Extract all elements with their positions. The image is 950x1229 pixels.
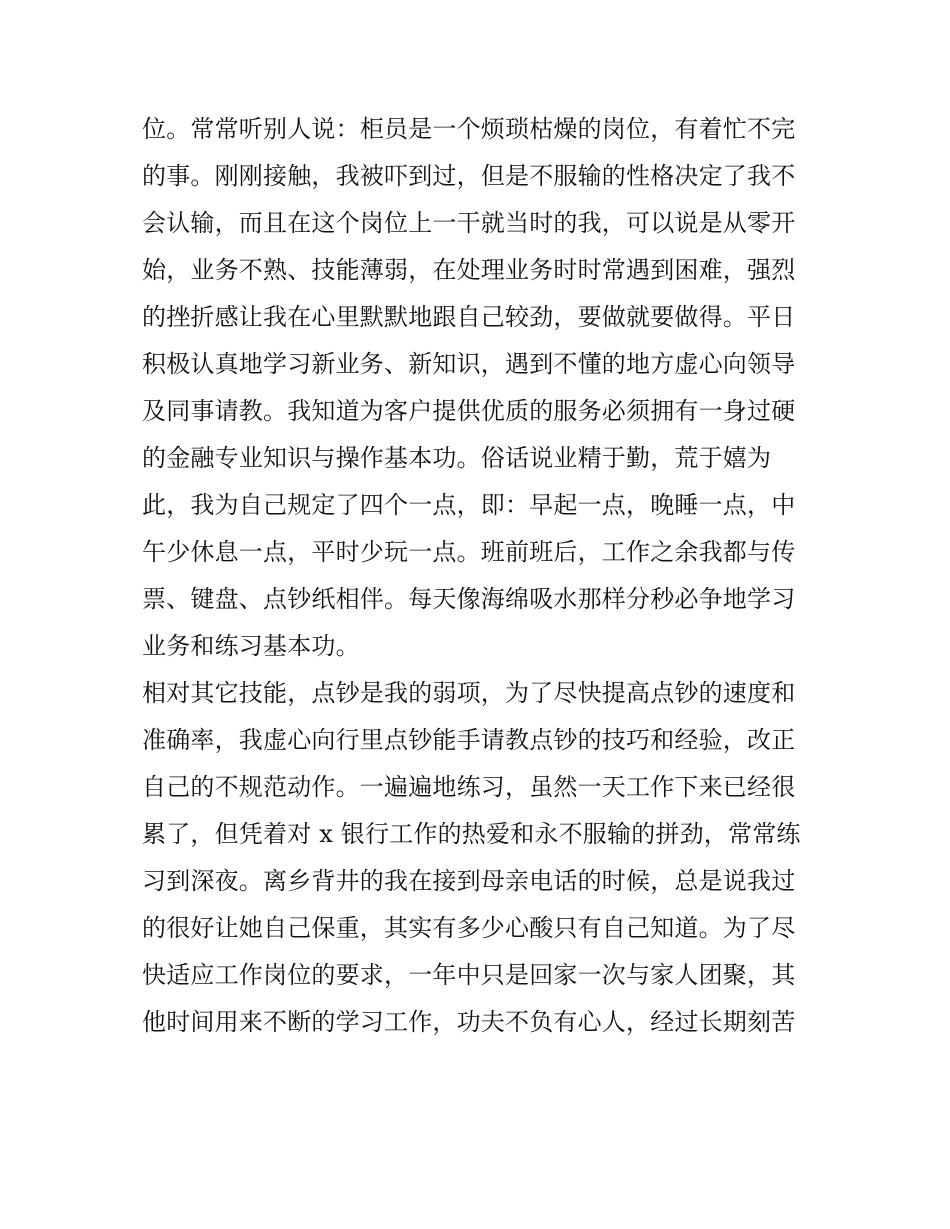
text-line: 习到深夜。离乡背井的我在接到母亲电话的时候，总是说我过 xyxy=(142,867,796,895)
text-line: 始，业务不熟、技能薄弱，在处理业务时时常遇到困难，强烈 xyxy=(142,256,796,284)
text-line: 的事。刚刚接触，我被吓到过，但是不服输的性格决定了我不 xyxy=(142,162,796,190)
text-line: 会认输，而且在这个岗位上一干就当时的我，可以说是从零开 xyxy=(142,209,796,237)
paragraph-1 xyxy=(142,106,822,670)
paragraph-2 xyxy=(142,670,822,1046)
text-line: 的金融专业知识与操作基本功。俗话说业精于勤，荒于嬉为 xyxy=(142,444,772,472)
text-line: 位。常常听别人说：柜员是一个烦琐枯燥的岗位，有着忙不完 xyxy=(142,115,796,143)
text-line: 的挫折感让我在心里默默地跟自己较劲，要做就要做得。平日 xyxy=(142,303,796,331)
text-line: 的很好让她自己保重，其实有多少心酸只有自己知道。为了尽 xyxy=(142,914,796,942)
text-line: 相对其它技能，点钞是我的弱项，为了尽快提高点钞的速度和 xyxy=(142,679,796,707)
text-line: 自己的不规范动作。一遍遍地练习，虽然一天工作下来已经很 xyxy=(142,773,796,801)
text-line: 他时间用来不断的学习工作，功夫不负有心人，经过长期刻苦 xyxy=(142,1008,796,1036)
text-line: 业务和练习基本功。 xyxy=(142,632,360,660)
text-line: 快适应工作岗位的要求，一年中只是回家一次与家人团聚，其 xyxy=(142,961,796,989)
document-body xyxy=(142,106,822,1046)
text-line: 准确率，我虚心向行里点钞能手请教点钞的技巧和经验，改正 xyxy=(142,726,796,754)
text-line: 票、键盘、点钞纸相伴。每天像海绵吸水那样分秒必争地学习 xyxy=(142,585,796,613)
text-line: 积极认真地学习新业务、新知识，遇到不懂的地方虚心向领导 xyxy=(142,350,796,378)
text-line: 及同事请教。我知道为客户提供优质的服务必须拥有一身过硬 xyxy=(142,397,796,425)
text-line: 午少休息一点，平时少玩一点。班前班后，工作之余我都与传 xyxy=(142,538,796,566)
text-line: 此，我为自己规定了四个一点，即：早起一点，晚睡一点，中 xyxy=(142,491,796,519)
text-line: 累了，但凭着对 x 银行工作的热爱和永不服输的拼劲，常常练 xyxy=(142,820,801,848)
